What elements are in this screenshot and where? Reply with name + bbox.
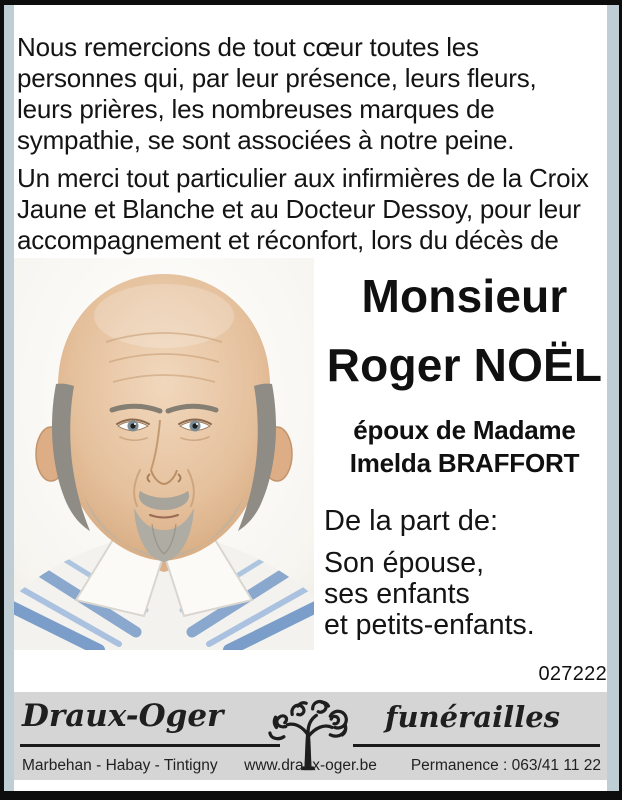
website: www.draux-oger.be	[244, 757, 377, 774]
spouse-info	[324, 414, 605, 480]
memorial-card	[14, 5, 607, 791]
from-line: ses enfants	[324, 578, 470, 610]
thanks-line: personnes qui, par leur présence, leurs fleurs,	[17, 63, 537, 93]
permanence-phone: Permanence : 063/41 11 22	[410, 757, 601, 774]
thanks-line: sympathie, se sont associées à notre peine.	[17, 125, 515, 155]
portrait-illustration	[14, 258, 314, 650]
thanks-line: accompagnement et réconfort, lors du décès de	[17, 225, 559, 255]
thanks-paragraph-2	[17, 163, 607, 256]
thanks-text	[17, 32, 607, 256]
divider-right	[353, 744, 600, 747]
thanks-line: Un merci tout particulier aux infirmières de la Croix	[17, 163, 589, 193]
from-line: Son épouse,	[324, 547, 485, 579]
deceased-fullname: Roger NOËL	[326, 339, 603, 391]
deceased-name	[324, 262, 605, 400]
spouse-name: Imelda BRAFFORT	[349, 448, 580, 478]
funeral-home-banner	[14, 692, 607, 780]
from-family-list	[324, 548, 535, 641]
inner-border-left	[4, 5, 14, 791]
reference-number: 027222	[538, 663, 607, 685]
locations: Marbehan - Habay - Tintigny	[22, 757, 218, 774]
thanks-paragraph-1	[17, 32, 607, 156]
thanks-line: Nous remercions de tout cœur toutes les	[17, 32, 479, 62]
divider-left	[20, 744, 280, 747]
deceased-portrait-photo	[14, 258, 314, 650]
from-line: et petits-enfants.	[324, 609, 535, 641]
funeral-home-type: funérailles	[385, 700, 560, 734]
inner-border-right	[607, 5, 619, 791]
from-label: De la part de:	[324, 505, 499, 537]
funeral-home-name: Draux-Oger	[22, 698, 224, 734]
deceased-title: Monsieur	[361, 270, 568, 322]
thanks-line: leurs prières, les nombreuses marques de	[17, 94, 495, 124]
announcement-column	[324, 262, 605, 480]
spouse-line: époux de Madame	[353, 415, 576, 445]
thanks-line: Jaune et Blanche et au Docteur Dessoy, pour leur	[17, 194, 581, 224]
